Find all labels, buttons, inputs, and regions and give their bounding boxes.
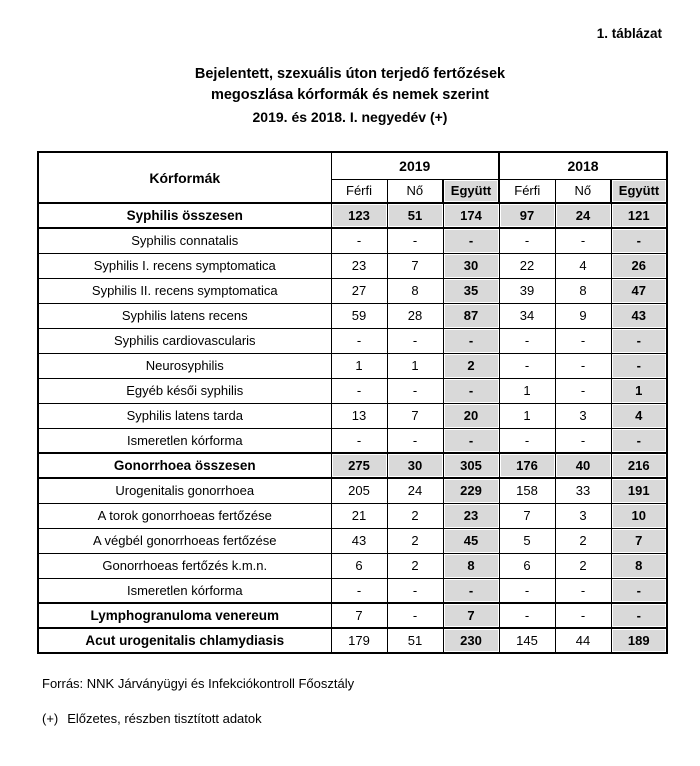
- value-cell-2018-no: -: [555, 353, 611, 378]
- value-cell-2019-ferfi: 205: [331, 478, 387, 503]
- row-label-cell: Gonorrhoea összesen: [38, 453, 331, 478]
- header-2019-female: Nő: [387, 179, 443, 203]
- row-label-cell: Syphilis connatalis: [38, 228, 331, 253]
- row-label-cell: Syphilis latens recens: [38, 303, 331, 328]
- value-cell-2019-no: -: [387, 378, 443, 403]
- value-cell-2018-no: 3: [555, 503, 611, 528]
- value-cell-2018-ferfi: 145: [499, 628, 555, 653]
- value-cell-2018-ferfi: -: [499, 328, 555, 353]
- row-label-cell: Ismeretlen kórforma: [38, 578, 331, 603]
- value-cell-2018-egyutt: 4: [611, 403, 667, 428]
- table-row: [38, 603, 667, 628]
- table-row: [38, 328, 667, 353]
- row-label-cell: Neurosyphilis: [38, 353, 331, 378]
- value-cell-2018-egyutt: 216: [611, 453, 667, 478]
- table-row: [38, 403, 667, 428]
- table-row: [38, 578, 667, 603]
- value-cell-2018-no: 40: [555, 453, 611, 478]
- value-cell-2019-ferfi: 43: [331, 528, 387, 553]
- value-cell-2019-egyutt: -: [443, 428, 499, 453]
- report-subtitle: 2019. és 2018. I. negyedév (+): [252, 109, 448, 125]
- value-cell-2018-egyutt: -: [611, 228, 667, 253]
- table-number-label: 1. táblázat: [596, 26, 662, 41]
- value-cell-2019-ferfi: -: [331, 228, 387, 253]
- value-cell-2018-ferfi: -: [499, 353, 555, 378]
- value-cell-2018-no: -: [555, 428, 611, 453]
- value-cell-2018-ferfi: 1: [499, 378, 555, 403]
- value-cell-2019-egyutt: 2: [443, 353, 499, 378]
- footnote-line: [42, 711, 262, 726]
- table-row: [38, 553, 667, 578]
- value-cell-2018-ferfi: -: [499, 578, 555, 603]
- value-cell-2019-egyutt: 7: [443, 603, 499, 628]
- table-row: [38, 528, 667, 553]
- value-cell-2019-egyutt: 87: [443, 303, 499, 328]
- table-row: [38, 428, 667, 453]
- value-cell-2018-no: 33: [555, 478, 611, 503]
- header-year-row: [38, 152, 667, 179]
- value-cell-2019-no: 51: [387, 203, 443, 228]
- value-cell-2018-ferfi: 176: [499, 453, 555, 478]
- value-cell-2018-no: -: [555, 228, 611, 253]
- value-cell-2018-egyutt: 189: [611, 628, 667, 653]
- value-cell-2019-egyutt: 305: [443, 453, 499, 478]
- value-cell-2019-no: 7: [387, 253, 443, 278]
- row-label-cell: Gonorrhoeas fertőzés k.m.n.: [38, 553, 331, 578]
- value-cell-2019-no: 24: [387, 478, 443, 503]
- value-cell-2018-ferfi: 39: [499, 278, 555, 303]
- value-cell-2019-ferfi: -: [331, 578, 387, 603]
- table-row: [38, 378, 667, 403]
- header-diseases: Kórformák: [38, 152, 331, 203]
- value-cell-2019-egyutt: -: [443, 328, 499, 353]
- value-cell-2019-ferfi: 27: [331, 278, 387, 303]
- value-cell-2019-ferfi: 1: [331, 353, 387, 378]
- table-header: [38, 152, 667, 203]
- value-cell-2019-egyutt: 35: [443, 278, 499, 303]
- table-row: [38, 503, 667, 528]
- header-2019-total: Együtt: [443, 179, 499, 203]
- row-label-cell: Syphilis latens tarda: [38, 403, 331, 428]
- value-cell-2018-egyutt: 191: [611, 478, 667, 503]
- value-cell-2019-ferfi: -: [331, 328, 387, 353]
- header-2019-male: Férfi: [331, 179, 387, 203]
- footnote-marker: (+): [42, 711, 59, 726]
- value-cell-2019-no: 2: [387, 503, 443, 528]
- value-cell-2019-egyutt: 174: [443, 203, 499, 228]
- report-title-line2: megoszlása kórformák és nemek szerint: [210, 87, 490, 103]
- value-cell-2019-no: -: [387, 428, 443, 453]
- value-cell-2018-egyutt: -: [611, 578, 667, 603]
- value-cell-2019-ferfi: 123: [331, 203, 387, 228]
- source-line: Forrás: NNK Járványügyi és Infekciókontroll Főosztály: [42, 676, 355, 691]
- value-cell-2019-egyutt: 229: [443, 478, 499, 503]
- value-cell-2019-ferfi: -: [331, 378, 387, 403]
- value-cell-2019-egyutt: 20: [443, 403, 499, 428]
- row-label-cell: Acut urogenitalis chlamydiasis: [38, 628, 331, 653]
- row-label-cell: Urogenitalis gonorrhoea: [38, 478, 331, 503]
- value-cell-2018-no: -: [555, 328, 611, 353]
- value-cell-2018-egyutt: 43: [611, 303, 667, 328]
- value-cell-2019-ferfi: 275: [331, 453, 387, 478]
- stats-table: [37, 151, 668, 654]
- value-cell-2019-no: 7: [387, 403, 443, 428]
- header-year-2019: 2019: [331, 152, 499, 179]
- value-cell-2018-egyutt: -: [611, 603, 667, 628]
- row-label-cell: Syphilis II. recens symptomatica: [38, 278, 331, 303]
- row-label-cell: Syphilis cardiovascularis: [38, 328, 331, 353]
- value-cell-2018-no: 2: [555, 528, 611, 553]
- value-cell-2019-no: 2: [387, 528, 443, 553]
- value-cell-2018-egyutt: 121: [611, 203, 667, 228]
- value-cell-2019-ferfi: 21: [331, 503, 387, 528]
- value-cell-2018-ferfi: 1: [499, 403, 555, 428]
- value-cell-2018-ferfi: 34: [499, 303, 555, 328]
- value-cell-2018-ferfi: -: [499, 428, 555, 453]
- report-title: [0, 64, 700, 106]
- value-cell-2018-ferfi: -: [499, 603, 555, 628]
- value-cell-2018-no: 24: [555, 203, 611, 228]
- value-cell-2019-no: -: [387, 328, 443, 353]
- value-cell-2019-no: 8: [387, 278, 443, 303]
- value-cell-2019-no: 30: [387, 453, 443, 478]
- value-cell-2018-egyutt: 10: [611, 503, 667, 528]
- value-cell-2018-egyutt: 8: [611, 553, 667, 578]
- table-row: [38, 228, 667, 253]
- value-cell-2018-egyutt: 7: [611, 528, 667, 553]
- header-2018-total: Együtt: [611, 179, 667, 203]
- table-row: [38, 203, 667, 228]
- value-cell-2018-ferfi: 22: [499, 253, 555, 278]
- value-cell-2018-egyutt: 47: [611, 278, 667, 303]
- row-label-cell: Egyéb késői syphilis: [38, 378, 331, 403]
- table-row: [38, 253, 667, 278]
- value-cell-2019-ferfi: 179: [331, 628, 387, 653]
- row-label-cell: Lymphogranuloma venereum: [38, 603, 331, 628]
- value-cell-2018-no: -: [555, 378, 611, 403]
- value-cell-2019-egyutt: -: [443, 228, 499, 253]
- value-cell-2018-ferfi: 7: [499, 503, 555, 528]
- value-cell-2019-no: 1: [387, 353, 443, 378]
- value-cell-2018-egyutt: 1: [611, 378, 667, 403]
- value-cell-2018-no: 2: [555, 553, 611, 578]
- row-label-cell: Ismeretlen kórforma: [38, 428, 331, 453]
- value-cell-2018-no: 44: [555, 628, 611, 653]
- value-cell-2019-egyutt: 23: [443, 503, 499, 528]
- header-year-2018: 2018: [499, 152, 667, 179]
- footnote-text: Előzetes, részben tisztított adatok: [67, 711, 262, 726]
- value-cell-2018-ferfi: 158: [499, 478, 555, 503]
- value-cell-2019-ferfi: 6: [331, 553, 387, 578]
- table-row: [38, 278, 667, 303]
- value-cell-2018-egyutt: 26: [611, 253, 667, 278]
- value-cell-2019-no: 2: [387, 553, 443, 578]
- table-row: [38, 453, 667, 478]
- value-cell-2018-ferfi: 97: [499, 203, 555, 228]
- table-row: [38, 628, 667, 653]
- value-cell-2019-no: -: [387, 578, 443, 603]
- value-cell-2018-no: -: [555, 603, 611, 628]
- value-cell-2019-egyutt: 230: [443, 628, 499, 653]
- value-cell-2018-no: 8: [555, 278, 611, 303]
- table-row: [38, 478, 667, 503]
- value-cell-2019-ferfi: 59: [331, 303, 387, 328]
- value-cell-2019-egyutt: 8: [443, 553, 499, 578]
- table-row: [38, 303, 667, 328]
- value-cell-2018-no: 4: [555, 253, 611, 278]
- value-cell-2018-egyutt: -: [611, 428, 667, 453]
- value-cell-2019-ferfi: -: [331, 428, 387, 453]
- value-cell-2019-egyutt: 30: [443, 253, 499, 278]
- table-row: [38, 353, 667, 378]
- value-cell-2018-ferfi: 6: [499, 553, 555, 578]
- report-title-line1: Bejelentett, szexuális úton terjedő fertőzések: [194, 66, 506, 82]
- header-2018-female: Nő: [555, 179, 611, 203]
- value-cell-2018-no: -: [555, 578, 611, 603]
- table-body: [38, 203, 667, 653]
- row-label-cell: Syphilis I. recens symptomatica: [38, 253, 331, 278]
- value-cell-2018-egyutt: -: [611, 328, 667, 353]
- value-cell-2019-ferfi: 13: [331, 403, 387, 428]
- value-cell-2018-ferfi: -: [499, 228, 555, 253]
- row-label-cell: A végbél gonorrhoeas fertőzése: [38, 528, 331, 553]
- value-cell-2019-egyutt: -: [443, 378, 499, 403]
- value-cell-2019-no: 51: [387, 628, 443, 653]
- value-cell-2019-no: -: [387, 603, 443, 628]
- value-cell-2019-egyutt: 45: [443, 528, 499, 553]
- value-cell-2018-no: 3: [555, 403, 611, 428]
- value-cell-2018-no: 9: [555, 303, 611, 328]
- value-cell-2019-ferfi: 7: [331, 603, 387, 628]
- value-cell-2019-ferfi: 23: [331, 253, 387, 278]
- row-label-cell: Syphilis összesen: [38, 203, 331, 228]
- value-cell-2019-no: 28: [387, 303, 443, 328]
- value-cell-2018-egyutt: -: [611, 353, 667, 378]
- value-cell-2019-no: -: [387, 228, 443, 253]
- value-cell-2018-ferfi: 5: [499, 528, 555, 553]
- header-2018-male: Férfi: [499, 179, 555, 203]
- value-cell-2019-egyutt: -: [443, 578, 499, 603]
- row-label-cell: A torok gonorrhoeas fertőzése: [38, 503, 331, 528]
